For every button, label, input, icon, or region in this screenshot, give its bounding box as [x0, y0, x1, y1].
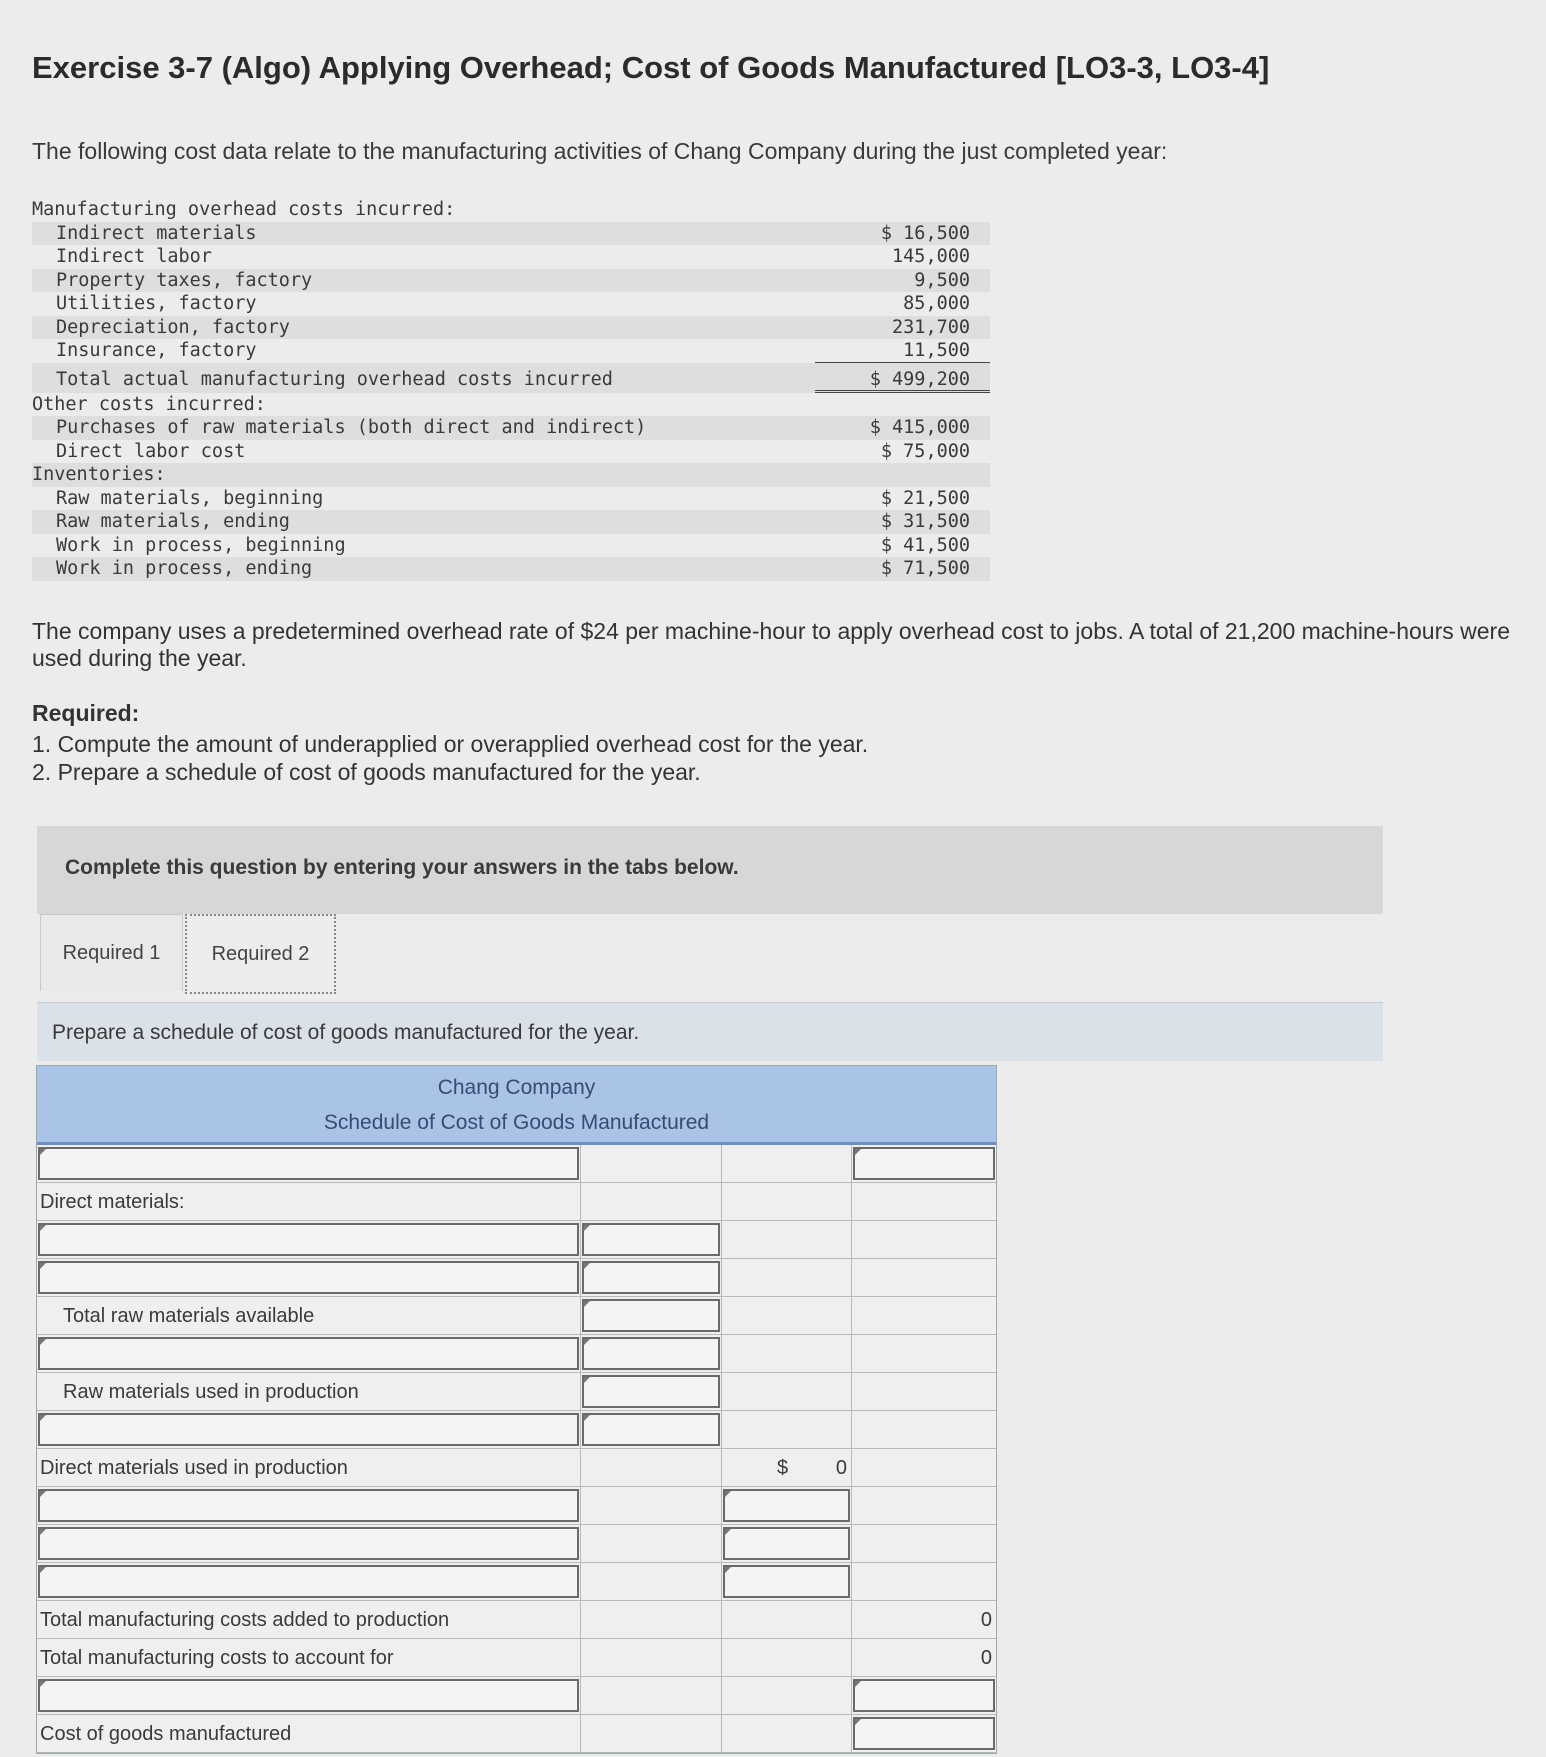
table-row: [32, 222, 990, 246]
row-label: Direct labor cost: [56, 440, 246, 462]
cogm-schedule: [36, 1065, 997, 1754]
label-input[interactable]: [38, 1489, 579, 1522]
cogm-input[interactable]: [853, 1717, 995, 1750]
total-account-value: 0: [980, 1647, 992, 1669]
table-row: [37, 1601, 996, 1639]
row-amount: 145,000: [892, 246, 970, 267]
row-label: Raw materials, beginning: [56, 487, 324, 509]
table-row: [32, 487, 990, 511]
overhead-header: Manufacturing overhead costs incurred:: [32, 199, 456, 220]
total-raw-available-label: Total raw materials available: [63, 1305, 315, 1327]
row-amount: $ 41,500: [880, 534, 970, 556]
table-row: [37, 1221, 996, 1259]
label-input[interactable]: [38, 1565, 579, 1598]
inventories-header-row: [32, 463, 990, 487]
row-label: Purchases of raw materials (both direct and indirect): [56, 417, 647, 438]
table-row: [32, 557, 990, 581]
row-amount: $ 75,000: [880, 440, 970, 462]
amount-input[interactable]: [853, 1147, 995, 1180]
dollar-sign: $: [777, 1457, 789, 1479]
total-account-label: Total manufacturing costs to account for: [40, 1647, 394, 1669]
banner-text: Complete this question by entering your answers in the tabs below.: [65, 856, 739, 879]
overhead-total-row: [32, 363, 990, 393]
table-row: [32, 510, 990, 534]
other-header: Other costs incurred:: [32, 393, 266, 415]
amount-input[interactable]: [582, 1261, 720, 1294]
amount-input[interactable]: [723, 1565, 850, 1598]
table-row: [37, 1525, 996, 1563]
table-row: [32, 245, 990, 269]
table-row: [37, 1563, 996, 1601]
table-row: [37, 1639, 996, 1677]
row-amount: $ 16,500: [880, 222, 970, 244]
schedule-company: Chang Company: [437, 1076, 596, 1099]
other-header-row: [32, 393, 990, 417]
amount-input[interactable]: [723, 1489, 850, 1522]
overhead-total-label: Total actual manufacturing overhead costs incurred: [56, 368, 613, 390]
table-row: [32, 440, 990, 464]
row-label: Indirect labor: [56, 246, 212, 267]
row-amount: $ 31,500: [880, 511, 970, 532]
raw-used-label: Raw materials used in production: [63, 1381, 359, 1403]
list-item: 1. Compute the amount of underapplied or overapplied overhead cost for the year.: [32, 731, 869, 757]
amount-input[interactable]: [723, 1527, 850, 1560]
row-label: Work in process, ending: [56, 558, 313, 579]
schedule-header: [37, 1066, 996, 1145]
dm-used-value: 0: [835, 1457, 847, 1479]
cogm-label: Cost of goods manufactured: [40, 1723, 292, 1745]
direct-materials-label: Direct materials:: [40, 1191, 185, 1213]
page-title: Exercise 3-7 (Algo) Applying Overhead; Cost of Goods Manufactured [LO3-3, LO3-4]: [32, 50, 1270, 85]
row-label: Insurance, factory: [56, 340, 257, 361]
instruction-bar: [37, 1002, 1383, 1061]
table-row: [37, 1487, 996, 1525]
required-list: [32, 730, 868, 786]
label-input[interactable]: [38, 1147, 579, 1180]
overhead-total-amount: $ 499,200: [869, 368, 970, 390]
table-row: [37, 1297, 996, 1335]
intro-text: The following cost data relate to the manufacturing activities of Chang Company during the just completed year:: [32, 138, 1168, 164]
row-label: Utilities, factory: [56, 293, 257, 314]
label-input[interactable]: [38, 1261, 579, 1294]
list-item: 2. Prepare a schedule of cost of goods manufactured for the year.: [32, 759, 701, 785]
cost-data-table: [32, 198, 990, 581]
schedule-title: Schedule of Cost of Goods Manufactured: [323, 1111, 710, 1134]
table-row: [37, 1715, 996, 1753]
amount-input[interactable]: [582, 1299, 720, 1332]
row-label: Property taxes, factory: [56, 269, 313, 291]
row-label: Indirect materials: [56, 222, 257, 244]
table-row: [37, 1259, 996, 1297]
total-added-label: Total manufacturing costs added to production: [40, 1609, 450, 1631]
table-row: [37, 1183, 996, 1221]
total-added-value: 0: [980, 1609, 992, 1631]
table-row: [37, 1335, 996, 1373]
row-amount: 9,500: [914, 269, 970, 291]
instructions-banner: [37, 826, 1383, 914]
amount-input[interactable]: [582, 1337, 720, 1370]
row-label: Raw materials, ending: [56, 511, 290, 532]
row-amount: 231,700: [892, 316, 970, 338]
dm-used-label: Direct materials used in production: [40, 1457, 348, 1479]
table-row: [37, 1449, 996, 1487]
overhead-rate-paragraph: The company uses a predetermined overhead rate of $24 per machine-hour to apply overhead cost to jobs. A total of 21,200 machine-hours were used during the year.: [32, 618, 1510, 671]
row-label: Depreciation, factory: [56, 316, 290, 338]
table-row: [32, 269, 990, 293]
overhead-header-row: [32, 198, 990, 222]
table-row: [32, 316, 990, 340]
table-row: [37, 1145, 996, 1183]
row-amount: $ 71,500: [880, 558, 970, 579]
amount-input[interactable]: [582, 1375, 720, 1408]
instruction-text: Prepare a schedule of cost of goods manufactured for the year.: [52, 1021, 640, 1044]
required-heading: Required:: [32, 700, 140, 726]
amount-input[interactable]: [582, 1413, 720, 1446]
row-amount: $ 415,000: [869, 417, 970, 438]
tab-required-2[interactable]: Required 2: [185, 914, 336, 994]
tab-required-1[interactable]: Required 1: [40, 914, 183, 991]
label-input[interactable]: [38, 1679, 579, 1712]
inventories-header: Inventories:: [32, 464, 166, 485]
table-row: [32, 534, 990, 558]
table-row: [37, 1677, 996, 1715]
row-amount: 11,500: [903, 340, 970, 361]
table-row: [32, 339, 990, 363]
table-row: [32, 416, 990, 440]
table-row: [37, 1373, 996, 1411]
label-input[interactable]: [38, 1527, 579, 1560]
row-amount: 85,000: [903, 293, 970, 314]
table-row: [37, 1411, 996, 1449]
amount-input[interactable]: [582, 1223, 720, 1256]
label-input[interactable]: [38, 1337, 579, 1370]
table-row: [32, 292, 990, 316]
label-input[interactable]: [38, 1413, 579, 1446]
row-amount: $ 21,500: [880, 487, 970, 509]
row-label: Work in process, beginning: [56, 534, 346, 556]
amount-input[interactable]: [853, 1679, 995, 1712]
label-input[interactable]: [38, 1223, 579, 1256]
